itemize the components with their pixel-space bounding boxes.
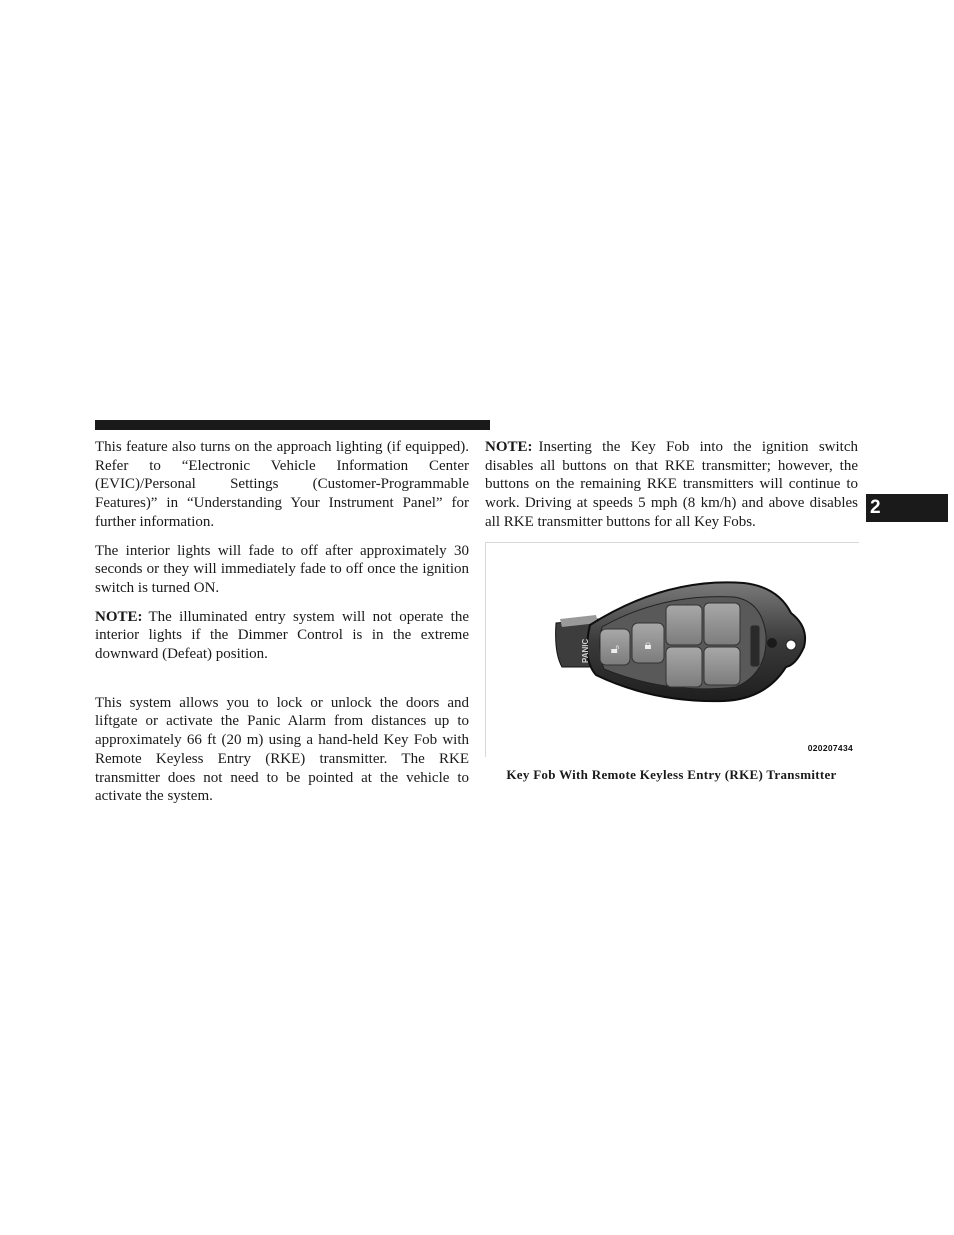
note-text: Inserting the Key Fob into the ignition switch disables all buttons on that RKE transmitter; however, the buttons on the remaining RKE transmitters will continue to work. Driving at speeds 5 mph (8 km/h) and above disables all RKE transmitter buttons for all Key Fobs.: [485, 439, 858, 530]
unlock-icon: 🔓︎: [610, 641, 620, 657]
paragraph-rke-system: This system allows you to lock or unlock the doors and liftgate or activate the Panic Alarm from distances up to approximately 66 ft (20 m) using a hand-held Key Fob with Remote Keyless Entry (RKE) transmitter. The RKE transmitter does not need to be pointed at the vehicle to activate the system.: [95, 694, 469, 805]
figure-code: 020207434: [807, 742, 853, 753]
key-ring-hole: [786, 640, 796, 650]
key-release-slot: [750, 625, 760, 667]
note-illuminated-entry: [95, 608, 469, 664]
remote-button-1: [666, 605, 702, 645]
panic-label: PANIC: [581, 638, 590, 663]
paragraph-interior-lights: The interior lights will fade to off after approximately 30 seconds or they will immediately fade to off once the ignition switch is turned ON.: [95, 542, 469, 596]
figure-caption: Key Fob With Remote Keyless Entry (RKE) Transmitter: [506, 766, 837, 782]
paragraph-approach-lighting: This feature also turns on the approach lighting (if equipped). Refer to “Electronic Vehicle Information Center (EVIC)/Personal Settings (Customer-Programmable Features)” in “Understanding Your Instrument Panel” for further information.: [95, 439, 469, 530]
key-fob-figure: [485, 542, 859, 757]
section-gap: [95, 674, 469, 694]
chapter-tab: 2: [866, 494, 948, 522]
key-fob-illustration: [486, 543, 859, 757]
indicator-dot: [767, 638, 777, 648]
lock-icon: 🔒︎: [644, 637, 652, 653]
remote-button-2: [704, 603, 740, 645]
note-label: NOTE:: [485, 439, 533, 455]
note-key-fob-ignition: [485, 438, 858, 532]
note-label: NOTE:: [95, 608, 143, 625]
right-column: [485, 438, 858, 783]
note-text: The illuminated entry system will not operate the interior lights if the Dimmer Control is in the extreme downward (Defeat) position.: [95, 608, 469, 663]
left-column: [95, 438, 469, 816]
remote-button-3: [666, 647, 702, 687]
remote-button-4: [704, 647, 740, 685]
section-top-rule: [95, 420, 490, 430]
